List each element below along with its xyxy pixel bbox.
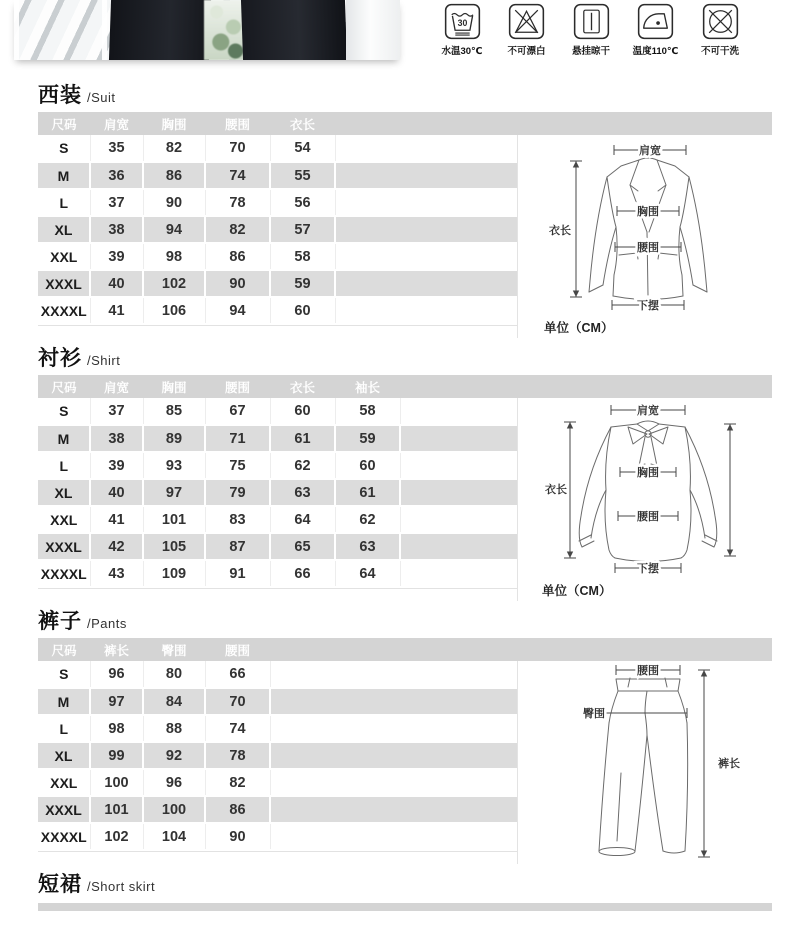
measure-cell: 98 <box>90 715 143 742</box>
size-table-wrap <box>38 638 772 852</box>
measure-cell: 63 <box>335 533 400 560</box>
no-dry-clean-icon <box>702 3 739 40</box>
measure-label-shoulder: 肩宽 <box>637 405 659 417</box>
measure-cell: 105 <box>143 533 205 560</box>
model-legs <box>241 0 347 60</box>
size-cell: M <box>38 162 90 189</box>
measure-cell: 57 <box>270 216 335 243</box>
measure-cell: 59 <box>270 270 335 297</box>
care-label: 悬挂晾干 <box>571 46 610 57</box>
no-bleach-icon <box>508 3 545 40</box>
measure-cell: 35 <box>90 135 143 162</box>
measure-cell: 97 <box>90 688 143 715</box>
model-legs <box>109 0 211 60</box>
size-cell: L <box>38 715 90 742</box>
measure-cell: 100 <box>90 769 143 796</box>
size-cell: XL <box>38 479 90 506</box>
measure-cell: 64 <box>270 506 335 533</box>
measure-label-hem: 下摆 <box>637 563 659 575</box>
suit-measure-diagram <box>517 135 772 338</box>
measure-cell: 96 <box>90 661 143 688</box>
section-pants <box>38 605 772 852</box>
measure-cell: 87 <box>205 533 270 560</box>
measure-cell: 39 <box>90 452 143 479</box>
measure-cell: 75 <box>205 452 270 479</box>
column-header: 臀围 <box>143 638 205 661</box>
size-cell: XXXXL <box>38 823 90 850</box>
suit-diagram-drawing <box>518 135 773 338</box>
measure-cell: 90 <box>205 270 270 297</box>
measure-cell: 64 <box>335 560 400 587</box>
section-title <box>38 868 772 894</box>
section-title-zh: 西装 <box>38 84 82 107</box>
section-title-en: /Shirt <box>87 353 121 368</box>
measure-cell: 92 <box>143 742 205 769</box>
column-header: 尺码 <box>38 375 90 398</box>
measure-label-length: 裤长 <box>718 758 740 770</box>
measure-cell: 61 <box>335 479 400 506</box>
column-header: 袖长 <box>335 375 400 398</box>
measure-cell: 62 <box>335 506 400 533</box>
measure-cell: 82 <box>143 135 205 162</box>
table-header-row <box>38 375 772 398</box>
care-item-iron <box>626 3 686 57</box>
section-title <box>38 79 772 105</box>
flower-bouquet <box>204 0 246 60</box>
measure-cell: 38 <box>90 425 143 452</box>
measure-cell: 43 <box>90 560 143 587</box>
iron-110-icon <box>637 3 674 40</box>
measure-label-waist: 腰围 <box>637 242 659 254</box>
size-cell: M <box>38 688 90 715</box>
measure-cell: 60 <box>270 297 335 324</box>
measure-cell: 102 <box>143 270 205 297</box>
shirt-diagram-drawing <box>518 398 773 601</box>
wash-temp-value: 30 <box>457 17 467 28</box>
measure-label-waist: 腰围 <box>637 511 659 523</box>
care-item-hang-dry <box>561 3 621 57</box>
hang-dry-icon <box>573 3 610 40</box>
column-header: 肩宽 <box>90 112 143 135</box>
measure-label-bust: 胸围 <box>637 467 659 479</box>
size-cell: XXL <box>38 506 90 533</box>
table-header-row-partial <box>38 903 772 911</box>
size-cell: M <box>38 425 90 452</box>
column-header: 衣长 <box>270 375 335 398</box>
measure-cell: 86 <box>205 796 270 823</box>
measure-cell: 83 <box>205 506 270 533</box>
care-label: 不可干洗 <box>700 46 739 57</box>
measure-cell: 65 <box>270 533 335 560</box>
column-header-spacer <box>270 638 772 661</box>
measure-cell: 101 <box>143 506 205 533</box>
measure-label-hem: 下摆 <box>637 300 659 312</box>
measure-cell: 97 <box>143 479 205 506</box>
measure-cell: 89 <box>143 425 205 452</box>
column-header: 肩宽 <box>90 375 143 398</box>
measure-cell: 39 <box>90 243 143 270</box>
column-header: 胸围 <box>143 375 205 398</box>
section-title <box>38 605 772 631</box>
wash-30-icon <box>444 3 481 40</box>
window-frame <box>346 0 400 60</box>
measure-label-waist: 腰围 <box>637 665 659 677</box>
care-label: 不可漂白 <box>507 46 546 57</box>
measure-cell: 38 <box>90 216 143 243</box>
measure-cell: 63 <box>270 479 335 506</box>
size-cell: XL <box>38 742 90 769</box>
measure-cell: 60 <box>270 398 335 425</box>
section-shirt <box>38 342 772 598</box>
measure-cell: 86 <box>143 162 205 189</box>
measure-cell: 62 <box>270 452 335 479</box>
column-header: 尺码 <box>38 638 90 661</box>
column-header: 尺码 <box>38 112 90 135</box>
care-item-no-dry-clean <box>690 3 750 57</box>
shirt-measure-diagram <box>517 398 772 601</box>
column-header: 衣长 <box>270 112 335 135</box>
section-suit <box>38 79 772 335</box>
measure-cell: 67 <box>205 398 270 425</box>
measure-cell: 91 <box>205 560 270 587</box>
measure-cell: 56 <box>270 189 335 216</box>
column-header: 裤长 <box>90 638 143 661</box>
column-header: 腰围 <box>205 375 270 398</box>
measure-label-shoulder: 肩宽 <box>639 145 661 157</box>
size-cell: XXL <box>38 243 90 270</box>
care-label: 温度110℃ <box>632 46 679 57</box>
measure-cell: 58 <box>335 398 400 425</box>
section-title-en: /Pants <box>87 616 127 631</box>
measure-cell: 82 <box>205 769 270 796</box>
size-cell: S <box>38 135 90 162</box>
measure-cell: 41 <box>90 506 143 533</box>
measure-cell: 84 <box>143 688 205 715</box>
section-title-en: /Suit <box>87 90 116 105</box>
measure-cell: 41 <box>90 297 143 324</box>
table-header-row <box>38 112 772 135</box>
size-cell: XL <box>38 216 90 243</box>
section-title-zh: 短裙 <box>38 873 82 896</box>
measure-cell: 71 <box>205 425 270 452</box>
measure-cell: 109 <box>143 560 205 587</box>
measure-cell: 79 <box>205 479 270 506</box>
measure-cell: 101 <box>90 796 143 823</box>
size-cell: S <box>38 398 90 425</box>
measure-cell: 55 <box>270 162 335 189</box>
section-title <box>38 342 772 368</box>
section-short-skirt <box>38 868 772 911</box>
section-title-zh: 衬衫 <box>38 347 82 370</box>
product-photo <box>14 0 400 60</box>
measure-cell: 70 <box>205 135 270 162</box>
measure-label-hip: 臀围 <box>583 708 605 720</box>
care-instructions <box>432 3 750 57</box>
column-header: 腰围 <box>205 638 270 661</box>
measure-cell: 78 <box>205 189 270 216</box>
measure-label-bust: 胸围 <box>637 206 659 218</box>
measure-cell: 54 <box>270 135 335 162</box>
column-header: 胸围 <box>143 112 205 135</box>
measure-cell: 99 <box>90 742 143 769</box>
measure-label-length: 衣长 <box>545 484 567 496</box>
section-title-zh: 裤子 <box>38 610 82 633</box>
measure-cell: 70 <box>205 688 270 715</box>
measure-cell: 96 <box>143 769 205 796</box>
size-cell: XXXXL <box>38 297 90 324</box>
measure-cell: 59 <box>335 425 400 452</box>
measure-cell: 40 <box>90 479 143 506</box>
measure-label-length: 衣长 <box>549 225 571 237</box>
measure-cell: 58 <box>270 243 335 270</box>
size-cell: XXXXL <box>38 560 90 587</box>
size-cell: S <box>38 661 90 688</box>
column-header-spacer <box>335 112 772 135</box>
column-header: 腰围 <box>205 112 270 135</box>
measure-cell: 80 <box>143 661 205 688</box>
size-cell: XXL <box>38 769 90 796</box>
measure-cell: 104 <box>143 823 205 850</box>
measure-cell: 102 <box>90 823 143 850</box>
unit-label: 单位（CM） <box>544 321 614 335</box>
measure-cell: 90 <box>143 189 205 216</box>
size-cell: L <box>38 452 90 479</box>
care-item-wash <box>432 3 492 57</box>
size-cell: L <box>38 189 90 216</box>
size-cell: XXXL <box>38 270 90 297</box>
top-strip <box>0 0 790 63</box>
measure-cell: 36 <box>90 162 143 189</box>
size-table-wrap <box>38 375 772 598</box>
measure-cell: 100 <box>143 796 205 823</box>
measure-cell: 66 <box>205 661 270 688</box>
table-header-row <box>38 638 772 661</box>
measure-cell: 61 <box>270 425 335 452</box>
measure-cell: 106 <box>143 297 205 324</box>
measure-cell: 88 <box>143 715 205 742</box>
size-cell: XXXL <box>38 796 90 823</box>
care-label: 水温30℃ <box>441 46 483 57</box>
measure-cell: 93 <box>143 452 205 479</box>
unit-label: 单位（CM） <box>542 584 612 598</box>
size-cell: XXXL <box>38 533 90 560</box>
measure-cell: 60 <box>335 452 400 479</box>
pants-diagram-drawing <box>518 661 773 864</box>
measure-cell: 86 <box>205 243 270 270</box>
column-header-spacer <box>400 375 772 398</box>
measure-cell: 82 <box>205 216 270 243</box>
size-table-wrap <box>38 112 772 335</box>
measure-cell: 74 <box>205 162 270 189</box>
measure-cell: 40 <box>90 270 143 297</box>
pants-measure-diagram <box>517 661 772 864</box>
measure-cell: 74 <box>205 715 270 742</box>
measure-cell: 90 <box>205 823 270 850</box>
measure-cell: 42 <box>90 533 143 560</box>
section-title-en: /Short skirt <box>87 879 156 894</box>
measure-cell: 94 <box>205 297 270 324</box>
measure-cell: 37 <box>90 398 143 425</box>
measure-cell: 78 <box>205 742 270 769</box>
measure-cell: 85 <box>143 398 205 425</box>
measure-cell: 37 <box>90 189 143 216</box>
care-item-no-bleach <box>497 3 557 57</box>
measure-cell: 94 <box>143 216 205 243</box>
measure-cell: 98 <box>143 243 205 270</box>
measure-cell: 66 <box>270 560 335 587</box>
